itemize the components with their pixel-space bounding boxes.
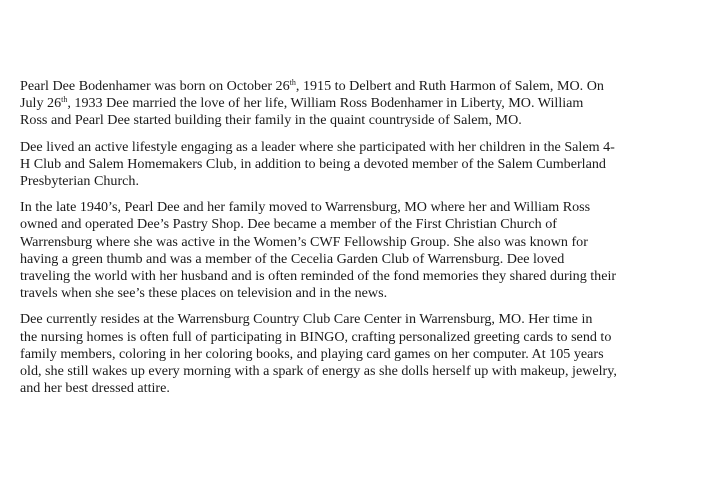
text-line: In the late 1940’s, Pearl Dee and her family moved to Warrensburg, MO where her and William Ross [20, 199, 591, 216]
text-line: owned and operated Dee’s Pastry Shop. Dee became a member of the First Christian Church of [20, 216, 557, 233]
text-line: Ross and Pearl Dee started building their family in the quaint countryside of Salem, MO. [20, 112, 522, 129]
paragraph-active-lifestyle [20, 139, 670, 191]
text-line: Dee lived an active lifestyle engaging as a leader where she participated with her children in the Salem 4- [20, 138, 615, 155]
text-line: Warrensburg where she was active in the Women’s CWF Fellowship Group. She also was known for [20, 233, 588, 250]
paragraph-current-life [20, 311, 670, 397]
text-line: travels when she see’s these places on television and in the news. [20, 285, 388, 302]
paragraph-birth-marriage [20, 78, 670, 130]
text-line: July 26th, 1933 Dee married the love of her life, William Ross Bodenhamer in Liberty, MO. William [20, 95, 584, 112]
text-line: H Club and Salem Homemakers Club, in addition to being a devoted member of the Salem Cumberland [20, 155, 606, 172]
document-body [20, 78, 670, 406]
text-line: and her best dressed attire. [20, 380, 170, 397]
text-line: Pearl Dee Bodenhamer was born on October 26th, 1915 to Delbert and Ruth Harmon of Salem, MO. On [20, 78, 604, 94]
text-line: Dee currently resides at the Warrensburg Country Club Care Center in Warrensburg, MO. Her time in [20, 311, 593, 328]
text-line: old, she still wakes up every morning with a spark of energy as she dolls herself up with makeup, jewelry, [20, 363, 617, 380]
ordinal-suffix: th [289, 78, 296, 87]
text-line: Presbyterian Church. [20, 173, 139, 190]
text-line: family members, coloring in her coloring books, and playing card games on her computer. At 105 years [20, 345, 604, 362]
text-line: the nursing homes is often full of participating in BINGO, crafting personalized greeting cards to send to [20, 328, 612, 345]
paragraph-warrensburg [20, 199, 670, 302]
text-line: traveling the world with her husband and is often reminded of the fond memories they shared during their [20, 268, 617, 285]
text-line: having a green thumb and was a member of the Cecelia Garden Club of Warrensburg. Dee loved [20, 250, 565, 267]
ordinal-suffix: th [61, 95, 68, 105]
